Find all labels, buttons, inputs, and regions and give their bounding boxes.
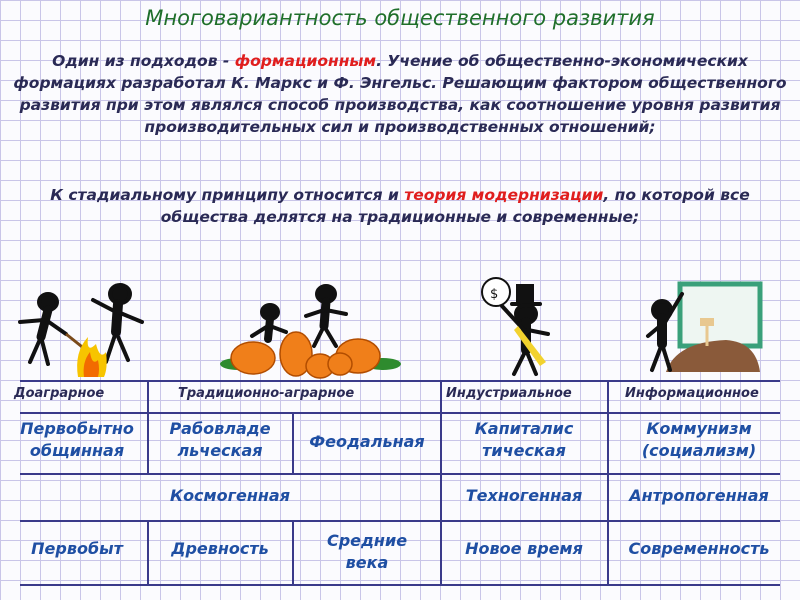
paragraph-modernization bbox=[10, 184, 790, 228]
civilization-cosmogenic: Космогенная bbox=[169, 486, 290, 505]
table-line-civilizations bbox=[20, 520, 780, 522]
figures-pumpkins-icon bbox=[208, 284, 408, 379]
svg-text:$: $ bbox=[490, 287, 499, 302]
divider-epoch-4 bbox=[607, 520, 609, 584]
paragraph-formation-lead: Один из подходов - bbox=[52, 52, 235, 70]
stage-label-agrarian: Традиционно-аграрное bbox=[178, 386, 355, 401]
formation-primitive bbox=[10, 418, 144, 462]
figure-money-bag-icon bbox=[474, 270, 564, 380]
stage-label-preagrarian: Доаграрное bbox=[14, 386, 105, 401]
page-title: Многовариантность общественного развития bbox=[145, 6, 655, 30]
divider-civilization-1 bbox=[440, 473, 442, 520]
epoch-modern-times bbox=[443, 538, 605, 560]
table-line-formations bbox=[20, 473, 780, 475]
divider-stage-1 bbox=[147, 380, 149, 412]
divider-epoch-1 bbox=[147, 520, 149, 584]
table-line-stages bbox=[20, 412, 780, 414]
paragraph-formation bbox=[10, 50, 790, 138]
divider-stage-2 bbox=[440, 380, 442, 412]
formation-capitalist-line1: Капиталис bbox=[474, 419, 574, 438]
formation-communist bbox=[610, 418, 788, 462]
stage-label-industrial: Индустриальное bbox=[446, 386, 572, 401]
divider-formation-4 bbox=[607, 412, 609, 473]
stage-label-information: Информационное bbox=[625, 386, 759, 401]
formation-communist-line2: (социализм) bbox=[641, 441, 757, 460]
formation-capitalist bbox=[443, 418, 605, 462]
table-line-top bbox=[20, 380, 780, 382]
figures-fire-icon bbox=[8, 282, 158, 382]
paragraph-modernization-lead: К стадиальному принципу относится и bbox=[50, 186, 405, 204]
epoch-primitive bbox=[10, 538, 144, 560]
civilization-technogenic: Техногенная bbox=[465, 486, 583, 505]
formation-capitalist-line2: тическая bbox=[482, 441, 566, 460]
divider-formation-2 bbox=[292, 412, 294, 473]
divider-stage-3 bbox=[607, 380, 609, 412]
epoch-contemporary-line1: Современность bbox=[628, 539, 770, 558]
epoch-modern-times-line1: Новое время bbox=[465, 539, 583, 558]
figure-computer-icon bbox=[636, 280, 766, 380]
epoch-antiquity-line1: Древность bbox=[171, 539, 269, 558]
epoch-middle-ages-line2: века bbox=[345, 553, 389, 572]
divider-formation-3 bbox=[440, 412, 442, 473]
formation-primitive-line1: Первобытно bbox=[20, 419, 134, 438]
epoch-middle-ages-line1: Средние bbox=[326, 531, 408, 550]
divider-civilization-2 bbox=[607, 473, 609, 520]
highlight-modernization: теория модернизации bbox=[404, 186, 604, 204]
formation-communist-line1: Коммунизм bbox=[646, 419, 752, 438]
epoch-primitive-line1: Первобыт bbox=[31, 539, 123, 558]
divider-formation-1 bbox=[147, 412, 149, 473]
divider-epoch-2 bbox=[292, 520, 294, 584]
formation-slave bbox=[150, 418, 290, 462]
formation-primitive-line2: общинная bbox=[29, 441, 125, 460]
paragraph-modernization-rest: , по которой все общества делятся на традиционные и современные; bbox=[160, 186, 750, 226]
paragraph-formation-rest: . Учение об общественно-экономических формациях разработал К. Маркс и Ф. Энгельс. Решающим фактором общественного развития при этом являлся способ производства, как соотношение уровня развития производительных сил и производственных отношений; bbox=[13, 52, 787, 136]
formation-feudal bbox=[295, 431, 439, 453]
epoch-middle-ages bbox=[295, 530, 439, 574]
divider-epoch-3 bbox=[440, 520, 442, 584]
formation-feudal-line1: Феодальная bbox=[309, 432, 425, 451]
civilization-anthropogenic: Антропогенная bbox=[629, 486, 769, 505]
epoch-contemporary bbox=[610, 538, 788, 560]
table-line-bottom bbox=[20, 584, 780, 586]
formation-slave-line1: Рабовладе bbox=[169, 419, 271, 438]
formation-slave-line2: льческая bbox=[177, 441, 263, 460]
highlight-formation: формационным bbox=[234, 52, 377, 70]
epoch-antiquity bbox=[150, 538, 290, 560]
